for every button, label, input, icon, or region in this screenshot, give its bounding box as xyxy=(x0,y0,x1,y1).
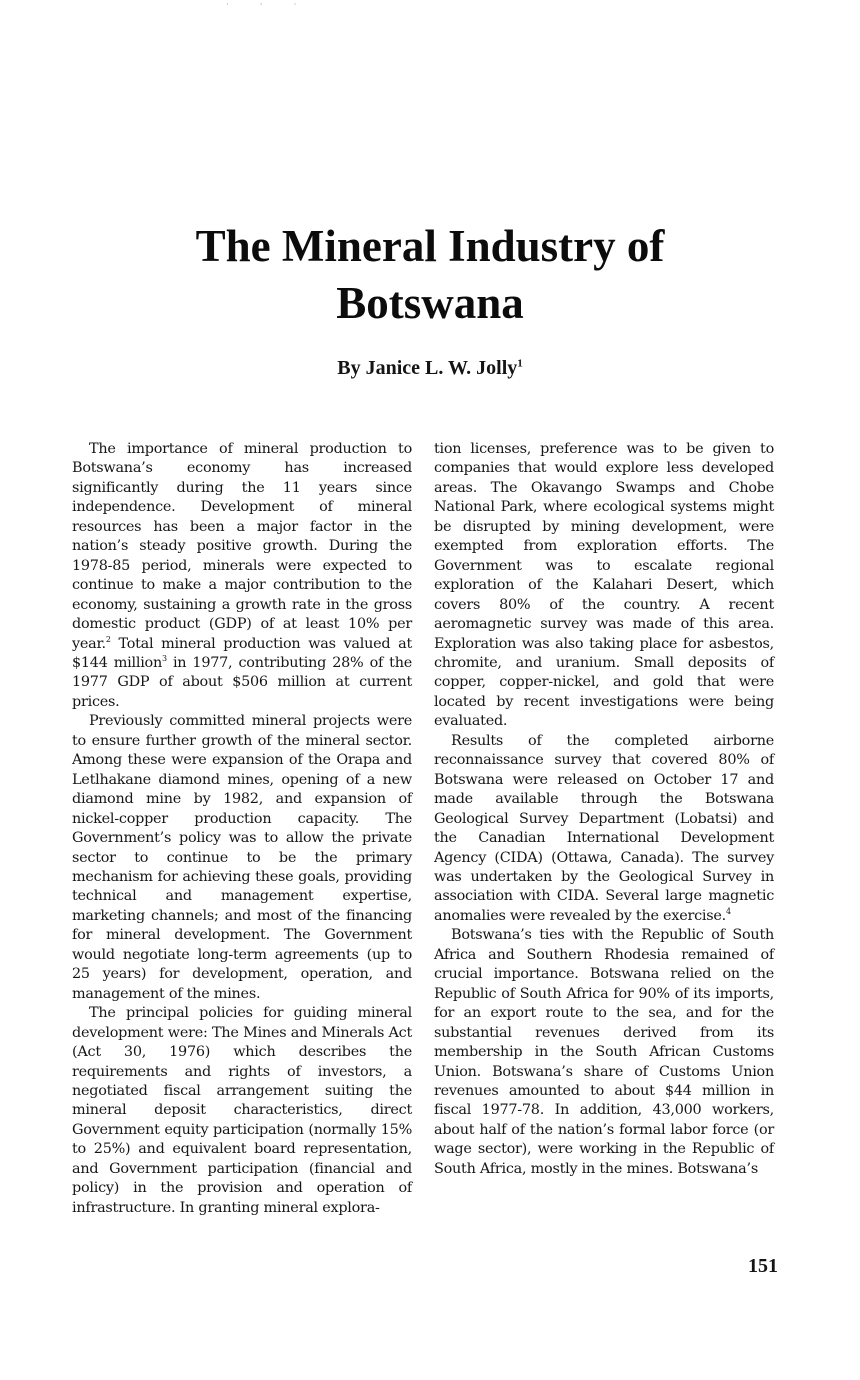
right-column xyxy=(434,440,774,1179)
left-column xyxy=(72,440,412,1218)
paragraph-projects: Previously committed mineral projects were to ensure further growth of the mineral sector. Among these were expansion of the Orapa and Letlhakane diamond mines, opening of a new diamond mine by 1982, and expansion of nickel-copper production capacity. The Government’s policy was to allow the private sector to continue to be the primary mechanism for achieving these goals, providing technical and management expertise, marketing channels; and most of the financing for mineral development. The Government would negotiate long-term agreements (up to 25 years) for development, operation, and management of the mines. xyxy=(72,713,412,1002)
paragraph-intro: The importance of mineral production to Botswana’s economy has increased significantly during the 11 years since independence. Development of mineral resources has been a major factor in the nation’s steady positive growth. During the 1978-85 period, minerals were expected to continue to make a major contribution to the economy, sustaining a growth rate in the gross domestic product (GDP) of at least 10% per year.$^2$ Total mineral production was valued at $144 million$^3$ in 1977, contributing 28% of the 1977 GDP of about $506 million at current prices. xyxy=(72,441,412,710)
footnote-marker: 2 xyxy=(105,634,111,644)
author-footnote-marker: 1 xyxy=(517,357,523,370)
paragraph-ties: Botswana’s ties with the Republic of South Africa and Southern Rhodesia remained of crucial importance. Botswana relied on the Republic of South Africa for 90% of its imports, for an export route to the sea, and for the substantial revenues derived from its membership in the South African Customs Union. Botswana’s share of Customs Union revenues amounted to about $44 million in fiscal 1977-78. In addition, 43,000 workers, about half of the nation’s formal labor force (or wage sector), were working in the Republic of South Africa, mostly in the mines. Botswana’s xyxy=(434,927,774,1177)
author-name: By Janice L. W. Jolly xyxy=(337,357,518,379)
author-byline xyxy=(110,355,750,381)
footnote-marker: 4 xyxy=(725,907,731,917)
footnote-marker: 3 xyxy=(161,654,167,664)
scan-artifact: · · · xyxy=(226,0,311,10)
paragraph-survey: Results of the completed airborne reconnaissance survey that covered 80% of Botswana were released on October 17 and made available through the Botswana Geological Survey Department (Lobatsi) and the Canadian International Development Agency (CIDA) (Ottawa, Canada). The survey was undertaken by the Geological Survey in association with CIDA. Several large magnetic anomalies were revealed by the exercise.$^4$ xyxy=(434,732,774,924)
paragraph-exploration: tion licenses, preference was to be given to companies that would explore less developed areas. The Okavango Swamps and Chobe National Park, where ecological systems might be disrupted by mining development, were exempted from exploration efforts. The Government was to escalate regional exploration of the Kalahari Desert, which covers 80% of the country. A recent aeromagnetic survey was made of this area. Exploration was also taking place for asbestos, chromite, and uranium. Small deposits of copper, copper-nickel, and gold that were located by recent investigations were being evaluated. xyxy=(434,441,774,730)
page-number: 151 xyxy=(748,1255,778,1277)
article-title: The Mineral Industry of Botswana xyxy=(195,221,665,328)
paragraph-policies: The principal policies for guiding mineral development were: The Mines and Minerals Act (Act 30, 1976) which describes the requirements and rights of investors, a negotiated fiscal arrangement suiting the mineral deposit characteristics, direct Government equity participation (normally 15% to 25%) and equivalent board representation, and Government participation (financial and policy) in the provision and operation of infrastructure. In granting mineral explora- xyxy=(72,1005,412,1216)
